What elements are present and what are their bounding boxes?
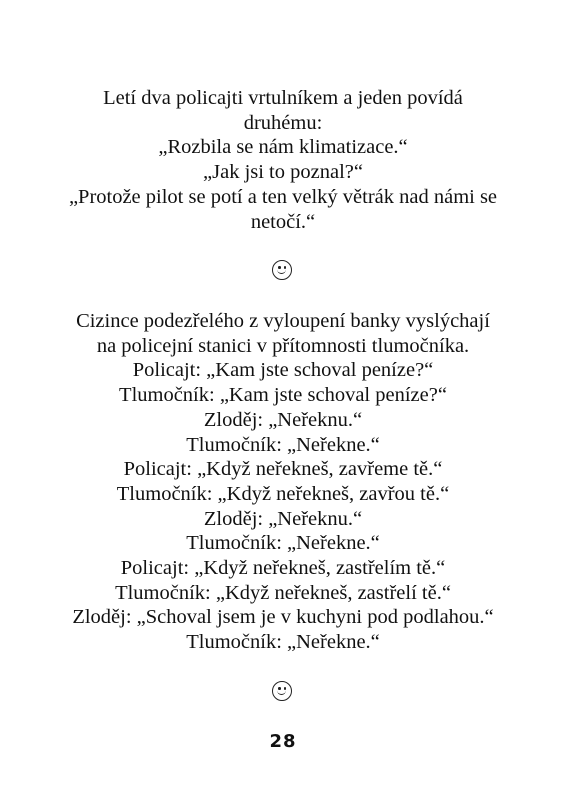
joke-line: Tlumočník: „Neřekne.“	[186, 433, 380, 456]
joke-line: Letí dva policajti vrtulníkem a jeden povídá	[103, 87, 463, 109]
smiley-icon	[272, 260, 292, 280]
joke-line: „Protože pilot se potí a ten velký větrák nad námi se	[68, 185, 498, 208]
joke-line: Tlumočník: „Neřekne.“	[186, 631, 380, 654]
joke-line: druhému:	[243, 111, 323, 134]
joke-policemen-helicopter	[40, 86, 526, 234]
joke-line: Policajt: „Kam jste schoval peníze?“	[132, 359, 434, 382]
joke-line: Zloděj: „Schoval jsem je v kuchyni pod podlahou.“	[72, 606, 494, 629]
joke-line: netočí.“	[250, 210, 316, 233]
joke-line: Tlumočník: „Když neřekneš, zastřelí tě.“	[115, 581, 451, 604]
joke-line: Tlumočník: „Kam jste schoval peníze?“	[119, 384, 447, 407]
joke-line: „Jak jsi to poznal?“	[203, 161, 363, 184]
smiley-icon	[272, 681, 292, 701]
joke-line: Zloděj: „Neřeknu.“	[203, 408, 363, 431]
joke-line: Zloděj: „Neřeknu.“	[203, 507, 363, 530]
joke-line: Tlumočník: „Neřekne.“	[186, 532, 380, 555]
joke-line: Policajt: „Když neřekneš, zastřelím tě.“	[120, 557, 446, 580]
page-number: 28	[269, 731, 297, 752]
smiley-mouth	[277, 688, 286, 695]
joke-line: na policejní stanici v přítomnosti tlumočníka.	[96, 334, 470, 357]
joke-line: Cizince podezřelého z vyloupení banky vyslýchají	[76, 310, 490, 332]
smiley-mouth	[277, 267, 286, 274]
joke-line: „Rozbila se nám klimatizace.“	[158, 136, 408, 159]
joke-interpreter	[40, 309, 526, 655]
joke-line: Policajt: „Když neřekneš, zavřeme tě.“	[123, 458, 443, 481]
joke-line: Tlumočník: „Když neřekneš, zavřou tě.“	[116, 482, 450, 505]
